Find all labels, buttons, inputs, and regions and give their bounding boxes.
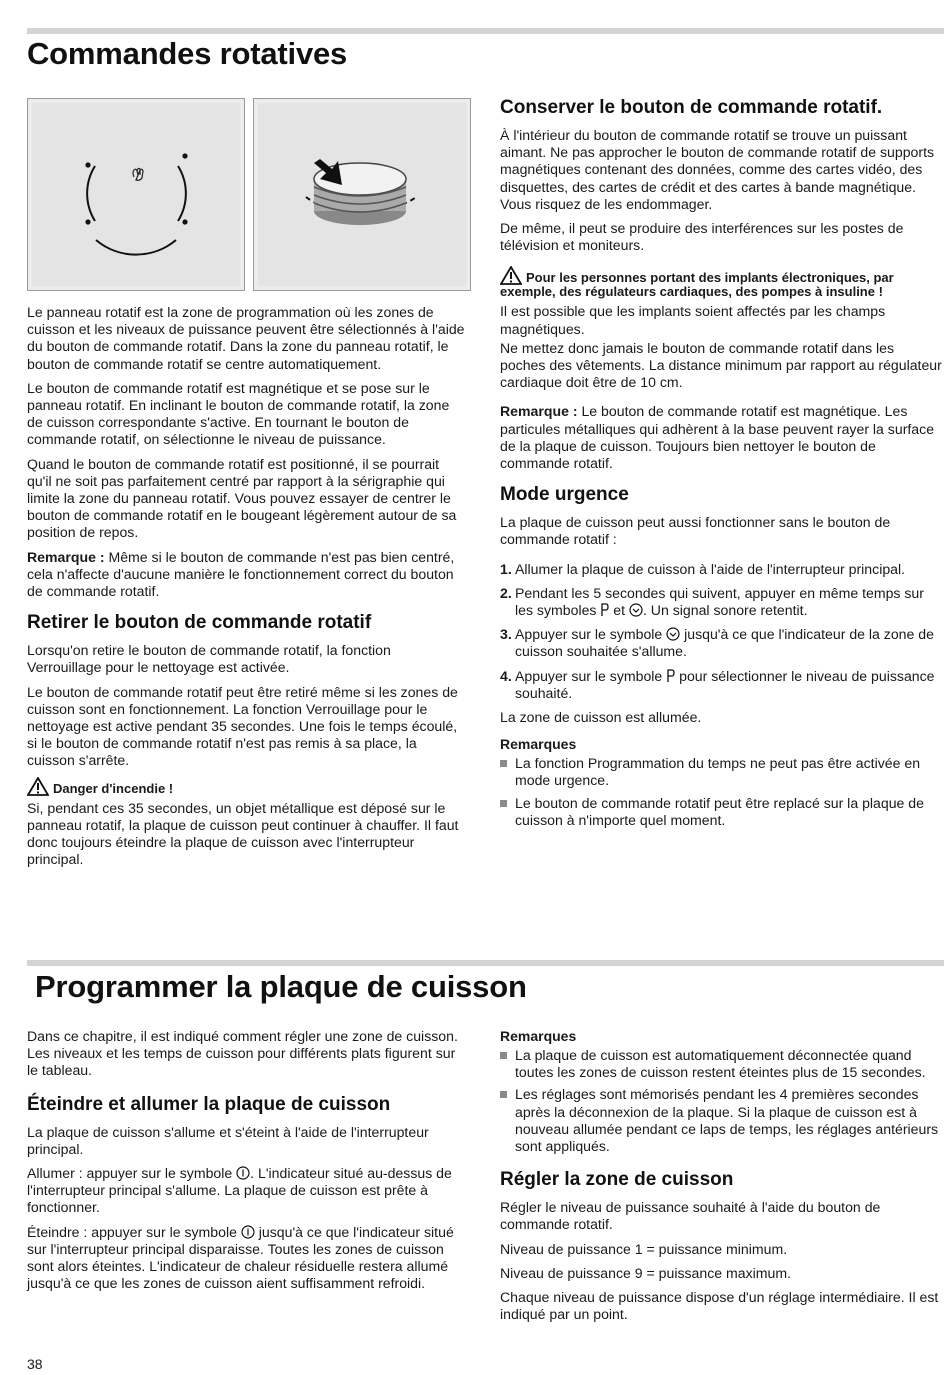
step-number: 4. (500, 667, 512, 684)
note-label: Remarque : (500, 403, 578, 420)
note-paragraph (27, 549, 467, 601)
remark-text: La plaque de cuisson est automatiquement déconnectée quand toutes les zones de cuisson restent éteintes plus de 15 secondes. (515, 1047, 926, 1081)
paragraph: Ne mettez donc jamais le bouton de commande rotatif dans les poches des vêtements. La distance minimum par rapport au régulateur cardiaque doit être de 10 cm. (500, 339, 942, 391)
section1-left-column (27, 304, 467, 875)
list-item (500, 626, 942, 660)
paragraph: Niveau de puissance 9 = puissance maximum. (500, 1264, 792, 1281)
section-divider (27, 960, 944, 966)
power-level-p-icon (666, 669, 675, 683)
paragraph: Il est possible que les implants soient affectés par les champs magnétiques. (500, 303, 886, 337)
paragraph: Régler le niveau de puissance souhaité à l'aide du bouton de commande rotatif. (500, 1199, 881, 1233)
danger-warning-title (27, 777, 467, 796)
paragraph (27, 1165, 467, 1217)
bullet-square-icon (500, 760, 507, 767)
heading-remove-knob: Retirer le bouton de commande rotatif (27, 612, 372, 634)
heading-emergency-mode: Mode urgence (500, 484, 629, 506)
text: Éteindre : appuyer sur le symbole (27, 1223, 241, 1240)
paragraph: Chaque niveau de puissance dispose d'un réglage intermédiaire. Il est indiqué par un point. (500, 1289, 939, 1323)
text: Allumer : appuyer sur le symbole (27, 1165, 237, 1182)
list-item (500, 795, 942, 829)
list-item (500, 755, 942, 789)
paragraph: La plaque de cuisson peut aussi fonctionner sans le bouton de commande rotatif : (500, 514, 891, 548)
section-divider (27, 28, 944, 34)
bullet-square-icon (500, 800, 507, 807)
step-number: 2. (500, 584, 512, 601)
list-item (500, 1047, 942, 1081)
section2-left-column (27, 1028, 467, 1299)
step-number: 3. (500, 626, 512, 643)
danger-title-text: Danger d'incendie ! (53, 780, 174, 796)
list-item (500, 1086, 942, 1155)
list-item (500, 668, 942, 702)
list-item (500, 561, 942, 578)
remarks-list (500, 1047, 942, 1155)
paragraph: Quand le bouton de commande rotatif est positionné, il se pourrait qu'il ne soit pas parfaitement centré par rapport à la sérigraphie qui limite la zone du panneau rotatif. Vous pouvez essayer de centrer le bouton de commande rotatif en le bougeant légèrement autour de sa position de repos. (27, 455, 457, 541)
section-title-rotary-controls: Commandes rotatives (27, 36, 348, 71)
bullet-square-icon (500, 1091, 507, 1098)
figure-rotary-knob (253, 98, 471, 291)
step-text: Appuyer sur le symbole (515, 667, 667, 684)
step-text: Pendant les 5 secondes qui suivent, appuyer en même temps sur les symboles (515, 584, 924, 619)
section1-right-column (500, 93, 942, 836)
heading-on-off: Éteindre et allumer la plaque de cuisson (27, 1093, 391, 1115)
paragraph: De même, il peut se produire des interférences sur les postes de télévision et moniteurs. (500, 220, 904, 254)
paragraph: Lorsqu'on retire le bouton de commande rotatif, la fonction Verrouillage pour le nettoyage est activée. (27, 642, 391, 676)
text: jusqu'à ce que l'indicateur situé sur l'interrupteur principal disparaisse. Toutes les zones de cuisson sont alors éteintes. L'indicateur de chaleur résiduelle restera allumé jusqu'à ce que les zones de cuisson aient suffisamment refroidi. (27, 1223, 454, 1292)
figure-rotary-panel (27, 98, 245, 291)
step-text: pour sélectionner le niveau de puissance souhaité. (515, 667, 935, 701)
section-title-program-hob: Programmer la plaque de cuisson (35, 969, 527, 1004)
note-text: Même si le bouton de commande n'est pas bien centré, cela n'affecte d'aucune manière le fonctionnement correct du bouton de commande rotatif. (27, 548, 455, 600)
text: . L'indicateur situé au-dessus de l'interrupteur principal s'allume. La plaque de cuisson est prête à fonctionner. (27, 1165, 452, 1216)
timer-clock-icon (666, 627, 680, 641)
note-text: Le bouton de commande rotatif est magnétique. Les particules métalliques qui adhèrent à la base peuvent rayer la surface de la plaque de cuisson. Toujours bien nettoyer le bouton de commande rotatif. (500, 403, 935, 472)
section2-right-column (500, 1028, 942, 1330)
danger-text: Si, pendant ces 35 secondes, un objet métallique est déposé sur le panneau rotatif, la plaque de cuisson peut continuer à chauffer. Il faut donc toujours éteindre la plaque de cuisson avec l'interrupteur principal. (27, 799, 459, 868)
implant-title-text: Pour les personnes portant des implants électroniques, par exemple, des régulateurs cardiaques, des pompes à insuline ! (500, 270, 894, 300)
heading-set-zone: Régler la zone de cuisson (500, 1169, 734, 1191)
note-label: Remarque : (27, 548, 105, 565)
bullet-square-icon (500, 1052, 507, 1059)
remarks-heading: Remarques (500, 736, 577, 753)
paragraph: Niveau de puissance 1 = puissance minimum. (500, 1240, 788, 1257)
remarks-heading: Remarques (500, 1028, 577, 1044)
step-text: Appuyer sur le symbole (515, 626, 667, 643)
page-number: 38 (27, 1356, 43, 1372)
remarks-list (500, 755, 942, 829)
warning-triangle-icon (500, 266, 522, 285)
power-switch-icon (236, 1166, 250, 1180)
power-switch-icon (241, 1225, 255, 1239)
paragraph: À l'intérieur du bouton de commande rotatif se trouve un puissant aimant. Ne pas approcher le bouton de commande rotatif de supports magnétiques contenant des données, comme des cartes vidéo, des disquettes, des cartes de crédit et des cartes à bande magnétique. Vous risquez de les endommager. (500, 127, 935, 212)
heading-keep-knob: Conserver le bouton de commande rotatif. (500, 97, 883, 118)
rotary-knob-illustration (254, 99, 470, 290)
rotary-panel-illustration (28, 99, 244, 290)
emergency-steps-list (500, 561, 942, 702)
step-text: Allumer la plaque de cuisson à l'aide de l'interrupteur principal. (515, 560, 906, 577)
note-paragraph (500, 403, 942, 472)
paragraph: Le panneau rotatif est la zone de programmation où les zones de cuisson et les niveaux de puissance peuvent être sélectionnés à l'aide du bouton de commande rotatif. Dans la zone du panneau rotatif, le bouton de commande rotatif se centre automatiquement. (27, 304, 465, 372)
step-text: . Un signal sonore retentit. (642, 602, 808, 619)
paragraph: Dans ce chapitre, il est indiqué comment régler une zone de cuisson. Les niveaux et les temps de cuisson pour différents plats figurent sur le tableau. (27, 1028, 458, 1079)
step-number: 1. (500, 560, 512, 577)
paragraph: Le bouton de commande rotatif est magnétique et se pose sur le panneau rotatif. En inclinant le bouton de commande rotatif, la zone de cuisson correspondante s'active. En tournant le bouton de commande rotatif, on sélectionne le niveau de puissance. (27, 379, 450, 448)
list-item (500, 585, 942, 619)
warning-triangle-icon (27, 777, 49, 796)
paragraph (27, 1224, 467, 1293)
remark-text: Les réglages sont mémorisés pendant les 4 premières secondes après la déconnexion de la plaque. Si la plaque de cuisson est à nouveau allumée pendant ce laps de temps, les réglages antérieurs sont appliqués. (515, 1086, 939, 1155)
timer-clock-icon (629, 603, 643, 617)
implant-warning-title (500, 266, 942, 299)
remark-text: Le bouton de commande rotatif peut être replacé sur la plaque de cuisson à n'importe quel moment. (515, 794, 924, 828)
step-text: et (609, 602, 629, 619)
paragraph: Le bouton de commande rotatif peut être retiré même si les zones de cuisson sont en fonctionnement. La fonction Verrouillage pour le nettoyage est active pendant 35 secondes. Une fois le temps écoulé, si le bouton de commande rotatif n'est pas remis à sa place, la cuisson s'arrête. (27, 683, 458, 769)
step-text: jusqu'à ce que l'indicateur de la zone de cuisson souhaitée s'allume. (515, 626, 934, 660)
paragraph: La zone de cuisson est allumée. (500, 709, 702, 726)
paragraph: La plaque de cuisson s'allume et s'éteint à l'aide de l'interrupteur principal. (27, 1123, 429, 1157)
remark-text: La fonction Programmation du temps ne peut pas être activée en mode urgence. (515, 755, 921, 789)
